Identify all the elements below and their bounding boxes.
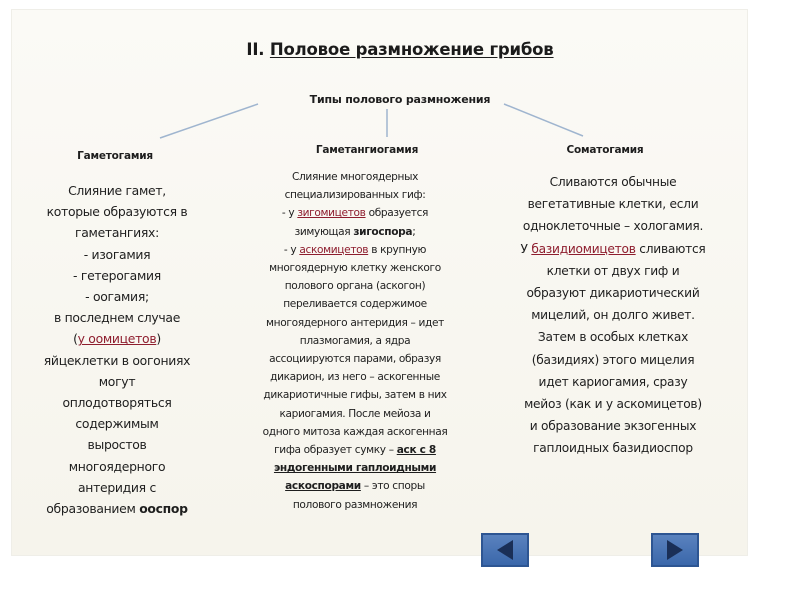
text-line <box>220 204 490 222</box>
text-line <box>22 413 212 434</box>
text-run: одного митоза каждая аскогенная <box>262 425 448 438</box>
text-run: многоядерную клетку женского <box>269 262 441 275</box>
triangle-right-icon <box>653 535 697 565</box>
heading-gametangiogamy: Гаметангиогамия <box>315 144 419 156</box>
text-line <box>22 286 212 307</box>
text-run: - гетерогамия <box>73 267 161 283</box>
text-run: специализированных гиф: <box>284 189 426 202</box>
highlighted-term: базидиомицетов <box>531 241 636 256</box>
text-run: - изогамия <box>83 246 151 262</box>
text-line <box>493 171 733 193</box>
text-run: дикариотичные гифы, затем в них <box>263 389 447 402</box>
text-run: Сливаются обычные <box>549 175 677 189</box>
text-line <box>493 437 733 459</box>
text-run: - у <box>283 243 300 256</box>
column-gametogamy-text <box>22 180 212 519</box>
text-line <box>22 244 212 265</box>
highlighted-term: у оомицетов <box>77 331 157 347</box>
text-run: гаплоидных базидиоспор <box>533 441 693 456</box>
text-line <box>220 186 490 204</box>
triangle-left-icon <box>483 535 527 565</box>
text-line <box>22 307 212 328</box>
text-line <box>220 368 490 386</box>
text-line <box>22 201 212 222</box>
text-line <box>220 168 490 186</box>
text-run: сливаются <box>635 241 706 256</box>
text-line <box>493 193 733 215</box>
text-run: ; <box>412 225 416 238</box>
text-run: - у <box>281 207 298 220</box>
text-line <box>22 477 212 498</box>
text-run: полового размножения <box>292 498 418 511</box>
text-run: многоядерного <box>68 458 166 474</box>
text-run: и образование экзогенных <box>529 419 697 434</box>
heading-gametogamy: Гаметогамия <box>77 150 153 162</box>
text-line <box>220 441 490 459</box>
text-line <box>220 477 490 495</box>
text-run: ( <box>73 331 78 347</box>
text-run: Слияние гамет, <box>68 183 166 198</box>
text-line <box>493 393 733 415</box>
text-run: У <box>520 241 532 256</box>
text-run: ) <box>156 331 161 347</box>
text-run: зимующая <box>294 225 354 238</box>
text-run: мейоз (как и у аскомицетов) <box>524 397 702 412</box>
text-line <box>493 215 733 237</box>
text-line <box>220 259 490 277</box>
text-run: антеридия с <box>78 479 156 495</box>
text-line <box>220 241 490 259</box>
text-line <box>493 304 733 326</box>
text-run: полового органа (аскогон) <box>284 280 426 293</box>
text-run: ооспор <box>139 501 188 517</box>
text-line <box>220 405 490 423</box>
text-run: клетки от двух гиф и <box>546 263 680 278</box>
prev-slide-button[interactable] <box>481 533 529 567</box>
next-slide-button[interactable] <box>651 533 699 567</box>
text-run: образуют дикариотический <box>526 286 700 301</box>
text-line <box>22 350 212 371</box>
text-run: плазмогамия, а ядра <box>299 334 411 347</box>
text-line <box>493 282 733 304</box>
text-run: - оогамия; <box>85 289 149 305</box>
text-run: идет кариогамия, сразу <box>538 374 688 389</box>
text-line <box>220 223 490 241</box>
text-line <box>493 326 733 348</box>
text-line <box>22 498 212 519</box>
text-line <box>22 328 212 349</box>
text-run: выростов <box>87 437 147 453</box>
text-run: эндогенными гаплоидными <box>273 462 437 475</box>
text-run: в последнем случае <box>53 310 181 326</box>
subtitle-types: Типы полового размножения <box>309 93 491 106</box>
text-line <box>220 459 490 477</box>
text-line <box>22 456 212 477</box>
text-run: зигоспора <box>353 225 413 238</box>
text-run: – это споры <box>360 480 425 493</box>
text-run: аскоспорами <box>285 480 361 493</box>
text-line <box>22 180 212 201</box>
text-run: образованием <box>46 501 140 517</box>
column-gametangiogamy-text <box>220 168 490 514</box>
text-run: аск с 8 <box>396 444 436 457</box>
text-run: одноклеточные – хологамия. <box>522 219 704 234</box>
text-run: Слияние многоядерных <box>291 171 419 183</box>
text-line <box>493 349 733 371</box>
text-run: гаметангиях: <box>75 225 159 241</box>
highlighted-term: аскомицетов <box>299 243 369 256</box>
text-line <box>220 295 490 313</box>
text-run: в крупную <box>368 243 427 256</box>
text-run: (базидиях) этого мицелия <box>531 352 695 367</box>
text-line <box>220 277 490 295</box>
column-somatogamy-text <box>493 171 733 460</box>
text-line <box>22 222 212 243</box>
text-line <box>220 496 490 514</box>
text-line <box>220 386 490 404</box>
text-line <box>220 350 490 368</box>
slide-title: II. Половое размножение грибов <box>246 40 554 59</box>
text-run: гифа образует сумку – <box>274 444 397 457</box>
text-run: могут <box>98 373 136 389</box>
text-line <box>220 314 490 332</box>
text-line <box>220 332 490 350</box>
text-line <box>22 434 212 455</box>
text-run: дикарион, из него – аскогенные <box>270 371 440 384</box>
text-line <box>22 265 212 286</box>
text-line <box>22 371 212 392</box>
text-line <box>220 423 490 441</box>
text-run: кариогамия. После мейоза и <box>279 407 431 420</box>
text-line <box>493 415 733 437</box>
text-line <box>493 371 733 393</box>
text-line <box>22 392 212 413</box>
text-run: вегетативные клетки, если <box>527 197 699 212</box>
text-run: образуется <box>365 207 429 220</box>
text-run: мицелий, он долго живет. <box>531 308 695 323</box>
text-run: оплодотворяться <box>62 395 172 411</box>
text-line <box>493 260 733 282</box>
text-run: многоядерного антеридия – идет <box>266 316 444 329</box>
highlighted-term: зигомицетов <box>297 207 366 220</box>
heading-somatogamy: Соматогамия <box>566 144 644 156</box>
text-run: содержимым <box>75 416 159 432</box>
text-run: яйцеклетки в оогониях <box>43 352 191 368</box>
text-line <box>493 238 733 260</box>
text-run: ассоциируются парами, образуя <box>269 353 441 366</box>
text-run: которые образуются в <box>46 204 188 220</box>
text-run: Затем в особых клетках <box>537 330 689 345</box>
text-run: переливается содержимое <box>283 298 427 311</box>
